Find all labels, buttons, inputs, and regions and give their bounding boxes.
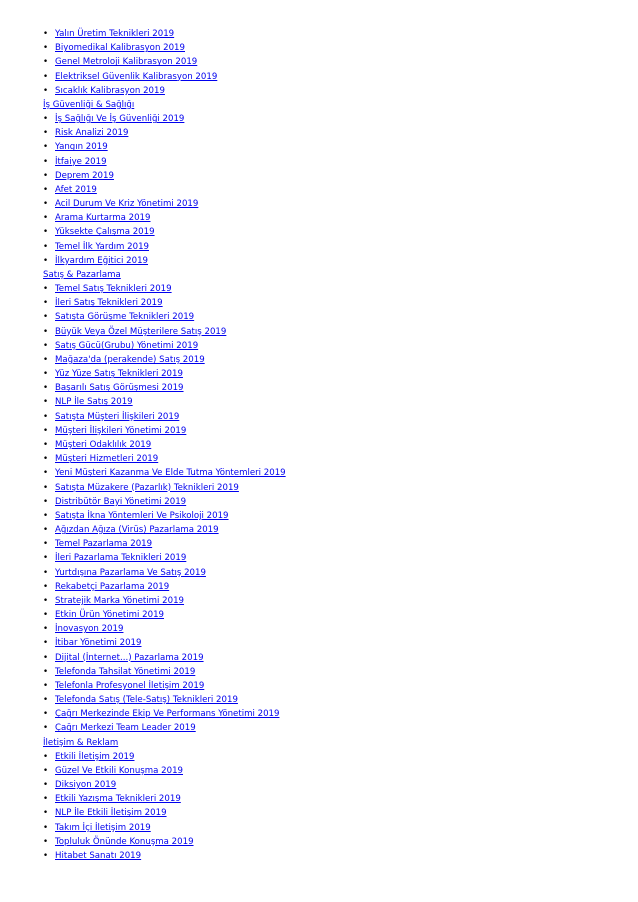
bullet-icon: •: [43, 666, 49, 677]
bullet-icon: •: [43, 525, 49, 536]
bullet-icon: •: [43, 836, 49, 847]
bullet-icon: •: [43, 454, 49, 465]
course-link[interactable]: Stratejik Marka Yönetimi 2019: [55, 595, 185, 606]
list-item: [43, 70, 623, 84]
course-link[interactable]: Rekabetçi Pazarlama 2019: [55, 581, 170, 592]
list-item: [43, 424, 623, 438]
course-link[interactable]: Temel Satış Teknikleri 2019: [55, 284, 172, 295]
list-item: [43, 608, 623, 622]
course-link[interactable]: Diksiyon 2019: [55, 780, 117, 791]
list-item: [43, 466, 623, 480]
course-link[interactable]: İtfaiye 2019: [55, 156, 107, 167]
bullet-icon: •: [43, 482, 49, 493]
course-link[interactable]: Yüz Yüze Satış Teknikleri 2019: [55, 369, 183, 380]
course-link[interactable]: Yüksekte Çalışma 2019: [55, 227, 155, 238]
course-link[interactable]: Telefonda Satış (Tele-Satış) Teknikleri 2019: [55, 695, 238, 706]
course-link[interactable]: Ağızdan Ağıza (Virüs) Pazarlama 2019: [55, 525, 219, 536]
bullet-icon: •: [43, 199, 49, 210]
list-item: [43, 551, 623, 565]
course-link[interactable]: Müşteri İlişkileri Yönetimi 2019: [55, 425, 187, 436]
category-link[interactable]: İş Güvenliği & Sağlığı: [43, 99, 135, 110]
list-item: [43, 296, 623, 310]
bullet-icon: •: [43, 553, 49, 564]
bullet-icon: •: [43, 765, 49, 776]
course-link[interactable]: Temel İlk Yardım 2019: [55, 241, 150, 252]
bullet-icon: •: [43, 241, 49, 252]
list-item: [43, 707, 623, 721]
list-item: [43, 452, 623, 466]
bullet-icon: •: [43, 284, 49, 295]
list-item: [43, 481, 623, 495]
list-item: [43, 126, 623, 140]
course-link[interactable]: Hitabet Sanatı 2019: [55, 850, 142, 861]
list-item: [43, 325, 623, 339]
list-item: [43, 225, 623, 239]
list-item: [43, 438, 623, 452]
course-list: [43, 27, 623, 863]
list-item: [43, 41, 623, 55]
list-item: [43, 84, 623, 98]
list-item: [43, 651, 623, 665]
bullet-icon: •: [43, 57, 49, 68]
course-link[interactable]: Yurtdışına Pazarlama Ve Satış 2019: [55, 567, 206, 578]
course-link[interactable]: Satışta İkna Yöntemleri Ve Psikoloji 2019: [55, 510, 229, 521]
list-item: [43, 282, 623, 296]
course-link[interactable]: Satış Gücü(Grubu) Yönetimi 2019: [55, 340, 199, 351]
list-item: [43, 835, 623, 849]
course-link[interactable]: Biyomedikal Kalibrasyon 2019: [55, 43, 185, 54]
list-item: [43, 849, 623, 863]
list-item: [43, 580, 623, 594]
course-link[interactable]: Risk Analizi 2019: [55, 128, 129, 139]
list-item: [43, 523, 623, 537]
course-link[interactable]: Telefonda Tahsilat Yönetimi 2019: [55, 666, 196, 677]
course-link[interactable]: Arama Kurtarma 2019: [55, 213, 151, 224]
list-item: [43, 679, 623, 693]
bullet-icon: •: [43, 567, 49, 578]
course-link[interactable]: Çağrı Merkezinde Ekip Ve Performans Yönetimi 2019: [55, 709, 280, 720]
bullet-icon: •: [43, 610, 49, 621]
bullet-icon: •: [43, 43, 49, 54]
course-link[interactable]: Acil Durum Ve Kriz Yönetimi 2019: [55, 199, 199, 210]
course-link[interactable]: NLP İle Satış 2019: [55, 397, 133, 408]
list-item: [43, 566, 623, 580]
list-item: [43, 792, 623, 806]
list-item: [43, 665, 623, 679]
bullet-icon: •: [43, 255, 49, 266]
list-item: [43, 183, 623, 197]
category-heading: [43, 98, 623, 112]
course-link[interactable]: İtibar Yönetimi 2019: [55, 638, 142, 649]
bullet-icon: •: [43, 439, 49, 450]
list-item: [43, 622, 623, 636]
list-item: [43, 240, 623, 254]
course-link[interactable]: Sıcaklık Kalibrasyon 2019: [55, 85, 165, 96]
list-item: [43, 112, 623, 126]
bullet-icon: •: [43, 156, 49, 167]
bullet-icon: •: [43, 652, 49, 663]
list-item: [43, 509, 623, 523]
bullet-icon: •: [43, 411, 49, 422]
bullet-icon: •: [43, 638, 49, 649]
bullet-icon: •: [43, 581, 49, 592]
list-item: [43, 750, 623, 764]
category-link[interactable]: İletişim & Reklam: [43, 737, 119, 748]
course-link[interactable]: İnovasyon 2019: [55, 624, 124, 635]
list-item: [43, 537, 623, 551]
bullet-icon: •: [43, 397, 49, 408]
bullet-icon: •: [43, 213, 49, 224]
list-item: [43, 55, 623, 69]
bullet-icon: •: [43, 680, 49, 691]
course-link[interactable]: Müşteri Hizmetleri 2019: [55, 454, 159, 465]
category-heading: [43, 268, 623, 282]
list-item: [43, 169, 623, 183]
course-link[interactable]: İleri Pazarlama Teknikleri 2019: [55, 553, 187, 564]
bullet-icon: •: [43, 751, 49, 762]
bullet-icon: •: [43, 326, 49, 337]
list-item: [43, 410, 623, 424]
course-link[interactable]: Etkin Ürün Yönetimi 2019: [55, 610, 165, 621]
course-link[interactable]: İleri Satış Teknikleri 2019: [55, 298, 163, 309]
list-item: [43, 211, 623, 225]
bullet-icon: •: [43, 71, 49, 82]
bullet-icon: •: [43, 822, 49, 833]
list-item: [43, 806, 623, 820]
bullet-icon: •: [43, 468, 49, 479]
bullet-icon: •: [43, 354, 49, 365]
bullet-icon: •: [43, 808, 49, 819]
category-heading: [43, 736, 623, 750]
bullet-icon: •: [43, 425, 49, 436]
bullet-icon: •: [43, 340, 49, 351]
bullet-icon: •: [43, 227, 49, 238]
bullet-icon: •: [43, 539, 49, 550]
bullet-icon: •: [43, 709, 49, 720]
bullet-icon: •: [43, 298, 49, 309]
bullet-icon: •: [43, 170, 49, 181]
list-item: [43, 353, 623, 367]
list-item: [43, 636, 623, 650]
course-link[interactable]: Yeni Müşteri Kazanma Ve Elde Tutma Yöntemleri 2019: [55, 468, 286, 479]
bullet-icon: •: [43, 850, 49, 861]
bullet-icon: •: [43, 595, 49, 606]
course-link[interactable]: Afet 2019: [55, 184, 97, 195]
bullet-icon: •: [43, 383, 49, 394]
course-link[interactable]: Başarılı Satış Görüşmesi 2019: [55, 383, 184, 394]
course-link[interactable]: İş Sağlığı Ve İş Güvenliği 2019: [55, 114, 185, 125]
list-item: [43, 254, 623, 268]
course-link[interactable]: İlkyardım Eğitici 2019: [55, 255, 149, 266]
course-link[interactable]: Satışta Görüşme Teknikleri 2019: [55, 312, 195, 323]
course-link[interactable]: Deprem 2019: [55, 170, 114, 181]
list-item: [43, 155, 623, 169]
list-item: [43, 381, 623, 395]
list-item: [43, 197, 623, 211]
course-link[interactable]: NLP İle Etkili İletişim 2019: [55, 808, 167, 819]
course-link[interactable]: Temel Pazarlama 2019: [55, 539, 153, 550]
list-item: [43, 594, 623, 608]
list-item: [43, 339, 623, 353]
list-item: [43, 395, 623, 409]
course-link[interactable]: Telefonla Profesyonel İletişim 2019: [55, 680, 205, 691]
list-item: [43, 721, 623, 735]
bullet-icon: •: [43, 312, 49, 323]
course-link[interactable]: Güzel Ve Etkili Konuşma 2019: [55, 765, 183, 776]
course-link[interactable]: Takım İçi İletişim 2019: [55, 822, 151, 833]
course-link[interactable]: Distribütör Bayi Yönetimi 2019: [55, 496, 187, 507]
course-link[interactable]: Dijital (İnternet...) Pazarlama 2019: [55, 652, 204, 663]
course-link[interactable]: Elektriksel Güvenlik Kalibrasyon 2019: [55, 71, 218, 82]
bullet-icon: •: [43, 510, 49, 521]
course-link[interactable]: Satışta Müzakere (Pazarlık) Teknikleri 2019: [55, 482, 239, 493]
course-link[interactable]: Çağrı Merkezi Team Leader 2019: [55, 723, 196, 734]
list-item: [43, 367, 623, 381]
list-item: [43, 693, 623, 707]
course-link[interactable]: Satışta Müşteri İlişkileri 2019: [55, 411, 180, 422]
bullet-icon: •: [43, 85, 49, 96]
course-link[interactable]: Müşteri Odaklılık 2019: [55, 439, 152, 450]
list-item: [43, 495, 623, 509]
bullet-icon: •: [43, 29, 49, 39]
list-item: [43, 310, 623, 324]
course-link[interactable]: Yalın Üretim Teknikleri 2019: [55, 29, 175, 39]
course-link[interactable]: Mağaza'da (perakende) Satış 2019: [55, 354, 205, 365]
list-item: [43, 27, 623, 41]
bullet-icon: •: [43, 496, 49, 507]
course-link[interactable]: Etkili Yazışma Teknikleri 2019: [55, 794, 181, 805]
bullet-icon: •: [43, 624, 49, 635]
bullet-icon: •: [43, 794, 49, 805]
bullet-icon: •: [43, 142, 49, 153]
list-item: [43, 778, 623, 792]
course-link[interactable]: Etkili İletişim 2019: [55, 751, 135, 762]
list-item: [43, 821, 623, 835]
bullet-icon: •: [43, 695, 49, 706]
course-link[interactable]: Yangın 2019: [55, 142, 108, 153]
course-link[interactable]: Genel Metroloji Kalibrasyon 2019: [55, 57, 198, 68]
course-link[interactable]: Büyük Veya Özel Müşterilere Satış 2019: [55, 326, 227, 337]
bullet-icon: •: [43, 128, 49, 139]
bullet-icon: •: [43, 723, 49, 734]
bullet-icon: •: [43, 184, 49, 195]
category-link[interactable]: Satış & Pazarlama: [43, 269, 121, 280]
list-item: [43, 140, 623, 154]
course-link[interactable]: Topluluk Önünde Konuşma 2019: [55, 836, 194, 847]
bullet-icon: •: [43, 780, 49, 791]
list-item: [43, 764, 623, 778]
bullet-icon: •: [43, 369, 49, 380]
bullet-icon: •: [43, 114, 49, 125]
